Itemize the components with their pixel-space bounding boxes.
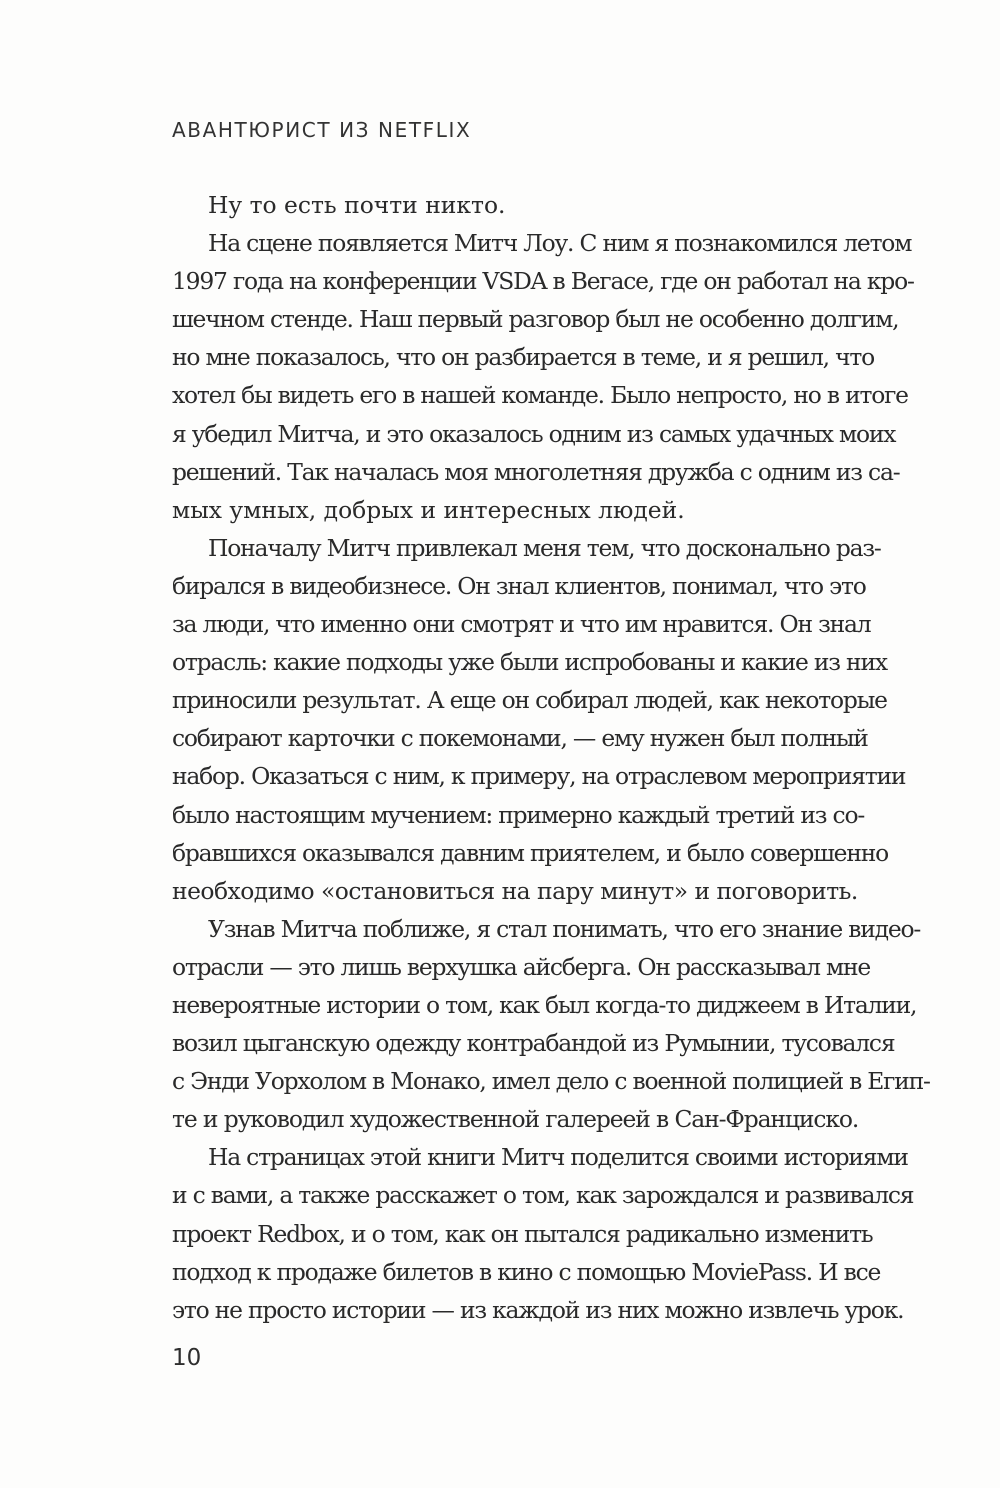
text-line: На сцене появляется Митч Лоу. С ним я познакомился летом <box>208 229 912 258</box>
text-line: Ну то есть почти никто. <box>208 191 506 219</box>
text-line: Узнав Митча поближе, я стал понимать, что его знание видео- <box>208 914 921 943</box>
text-line: проект Redbox, и о том, как он пытался радикально изменить <box>172 1219 873 1248</box>
running-head: АВАНТЮРИСТ ИЗ NETFLIX <box>172 118 472 142</box>
text-line: решений. Так началась моя многолетняя дружба с одним из са- <box>172 457 900 486</box>
text-line: это не просто истории — из каждой из них можно извлечь урок. <box>172 1295 904 1324</box>
text-line: бравшихся оказывался давним приятелем, и было совершенно <box>172 838 888 867</box>
text-line: хотел бы видеть его в нашей команде. Было непросто, но в итоге <box>172 381 908 410</box>
body-text <box>172 186 930 1329</box>
text-line: невероятные истории о том, как был когда-то диджеем в Италии, <box>172 990 917 1019</box>
paragraph <box>172 529 906 910</box>
text-line: отрасли — это лишь верхушка айсберга. Он рассказывал мне <box>172 952 871 981</box>
text-line: отрасль: какие подходы уже были испробованы и какие из них <box>172 648 887 677</box>
text-line: с Энди Уорхолом в Монако, имел дело с военной полицией в Егип- <box>172 1067 930 1096</box>
text-line: шечном стенде. Наш первый разговор был не особенно долгим, <box>172 305 899 334</box>
text-line: 1997 года на конференции VSDA в Вегасе, где он работал на кро- <box>172 267 914 296</box>
text-line: я убедил Митча, и это оказалось одним из самых удачных моих <box>172 419 896 448</box>
text-line: возил цыганскую одежду контрабандой из Румынии, тусовался <box>172 1029 895 1058</box>
text-line: но мне показалось, что он разбирается в теме, и я решил, что <box>172 343 875 372</box>
text-line: Поначалу Митч привлекал меня тем, что досконально раз- <box>208 533 881 562</box>
paragraph <box>172 186 858 224</box>
paragraph <box>172 1138 914 1328</box>
paragraph <box>172 910 930 1139</box>
text-line: было настоящим мучением: примерно каждый третий из со- <box>172 800 865 829</box>
text-line: бирался в видеобизнесе. Он знал клиентов, понимал, что это <box>172 571 866 600</box>
text-line: собирают карточки с покемонами, — ему нужен был полный <box>172 724 868 753</box>
text-line: необходимо «остановиться на пару минут» и поговорить. <box>172 876 858 905</box>
text-line: те и руководил художественной галереей в Сан-Франциско. <box>172 1105 859 1134</box>
text-line: На страницах этой книги Митч поделится своими историями <box>208 1143 908 1172</box>
text-line: мых умных, добрых и интересных людей. <box>172 495 685 524</box>
text-line: набор. Оказаться с ним, к примеру, на отраслевом мероприятии <box>172 762 906 791</box>
text-line: подход к продаже билетов в кино с помощью MoviePass. И все <box>172 1257 881 1286</box>
page-number: 10 <box>172 1345 202 1371</box>
text-line: и с вами, а также расскажет о том, как зарождался и развивался <box>172 1181 914 1210</box>
text-line: за люди, что именно они смотрят и что им нравится. Он знал <box>172 610 871 639</box>
text-line: приносили результат. А еще он собирал людей, как некоторые <box>172 686 887 715</box>
paragraph <box>172 224 914 529</box>
